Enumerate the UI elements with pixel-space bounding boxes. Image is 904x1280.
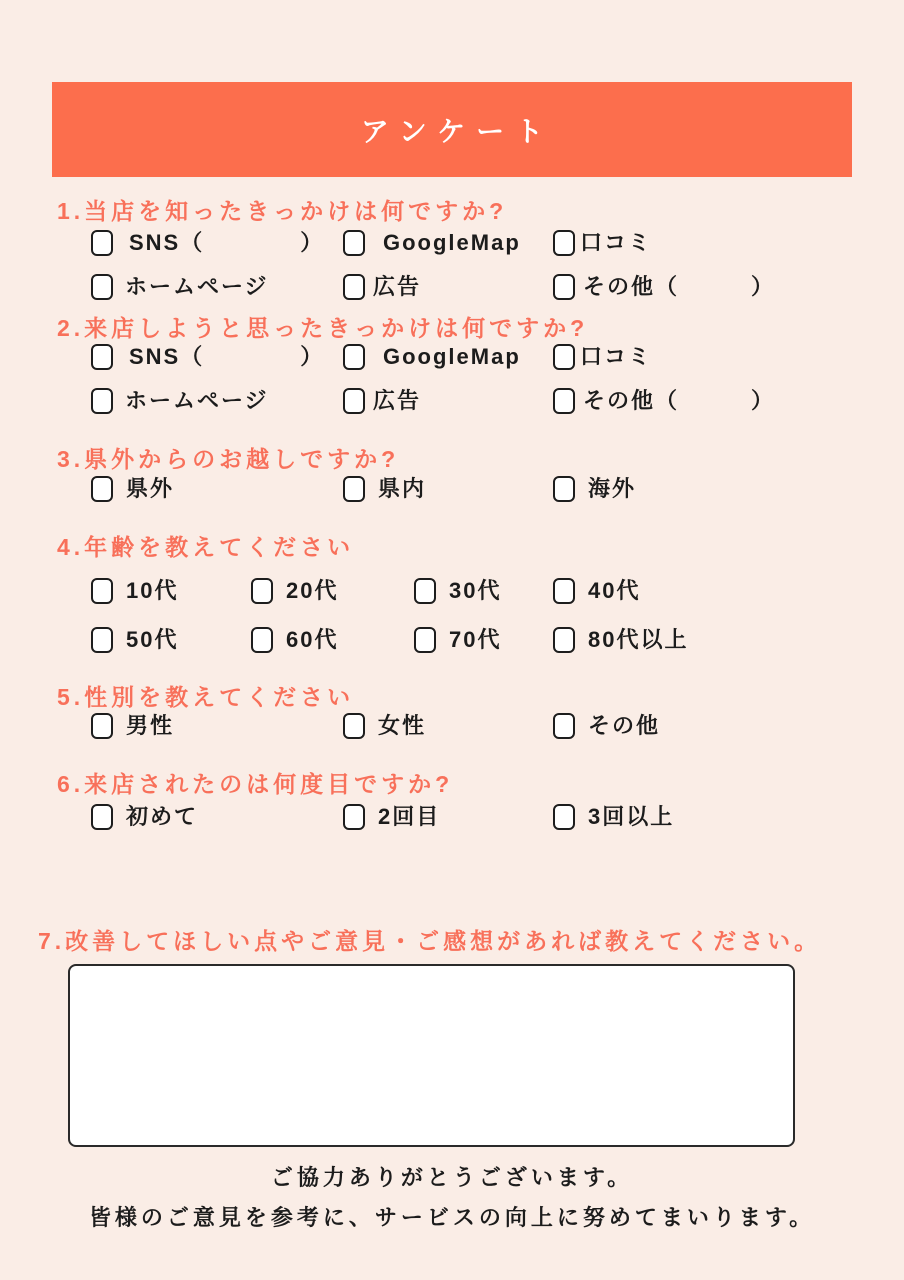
- checkbox-q2-koukoku[interactable]: [343, 388, 365, 414]
- option-q1-kuchikomi[interactable]: [553, 229, 652, 257]
- option-label: 30代: [449, 578, 502, 603]
- option-label: 海外: [588, 476, 637, 501]
- checkbox-q5-other[interactable]: [553, 713, 575, 739]
- checkbox-q2-sns[interactable]: [91, 344, 113, 370]
- option-q4-40s[interactable]: [553, 577, 640, 605]
- checkbox-q4-20s[interactable]: [251, 578, 273, 604]
- option-q6-second-time[interactable]: [343, 803, 440, 831]
- option-q4-60s[interactable]: [251, 626, 338, 654]
- question-5-heading: 5.性別を教えてください: [57, 684, 355, 710]
- checkbox-q3-kennai[interactable]: [343, 476, 365, 502]
- question-6-row-1: [0, 803, 904, 831]
- checkbox-q4-30s[interactable]: [414, 578, 436, 604]
- checkbox-q2-kuchikomi[interactable]: [553, 344, 575, 370]
- question-7-heading: 7.改善してほしい点やご意見・ご感想があれば教えてください。: [38, 928, 822, 954]
- option-q1-koukoku[interactable]: [343, 273, 421, 301]
- option-label: その他（ ）: [583, 274, 776, 299]
- checkbox-q3-kengai[interactable]: [91, 476, 113, 502]
- checkbox-q1-googlemap[interactable]: [343, 230, 365, 256]
- option-q4-10s[interactable]: [91, 577, 178, 605]
- option-label: 3回以上: [588, 804, 675, 829]
- option-label: その他: [588, 713, 661, 738]
- checkbox-q1-sonota[interactable]: [553, 274, 575, 300]
- option-label: 2回目: [378, 804, 441, 829]
- checkbox-q6-second-time[interactable]: [343, 804, 365, 830]
- question-1-row-1: [0, 229, 904, 257]
- option-label: その他（ ）: [583, 388, 776, 413]
- option-label: 県外: [126, 476, 175, 501]
- option-label: 70代: [449, 627, 502, 652]
- option-q2-kuchikomi[interactable]: [553, 343, 652, 371]
- checkbox-q1-sns[interactable]: [91, 230, 113, 256]
- checkbox-q4-40s[interactable]: [553, 578, 575, 604]
- option-label: 40代: [588, 578, 641, 603]
- option-q6-three-plus[interactable]: [553, 803, 674, 831]
- option-label: 広告: [373, 388, 422, 413]
- checkbox-q4-50s[interactable]: [91, 627, 113, 653]
- title-banner: [52, 82, 852, 177]
- option-q1-sonota[interactable]: [553, 273, 775, 301]
- feedback-textarea[interactable]: [68, 964, 795, 1147]
- option-q4-80s-plus[interactable]: [553, 626, 688, 654]
- option-q3-kennai[interactable]: [343, 475, 426, 503]
- checkbox-q1-kuchikomi[interactable]: [553, 230, 575, 256]
- checkbox-q3-kaigai[interactable]: [553, 476, 575, 502]
- question-2-row-1: [0, 343, 904, 371]
- option-label: 口コミ: [580, 344, 653, 369]
- option-label: 広告: [373, 274, 422, 299]
- option-q1-googlemap[interactable]: [343, 229, 521, 257]
- option-label: 80代以上: [588, 627, 689, 652]
- option-q1-homepage[interactable]: [91, 273, 269, 301]
- option-q2-koukoku[interactable]: [343, 387, 421, 415]
- checkbox-q5-male[interactable]: [91, 713, 113, 739]
- option-label: 口コミ: [580, 230, 653, 255]
- question-3-row-1: [0, 475, 904, 503]
- question-2-row-2: [0, 387, 904, 415]
- checkbox-q2-googlemap[interactable]: [343, 344, 365, 370]
- option-label: ホームページ: [125, 274, 269, 299]
- option-q2-sns[interactable]: [91, 343, 324, 371]
- page-title: アンケート: [360, 115, 555, 147]
- option-label: 20代: [286, 578, 339, 603]
- option-label: GoogleMap: [383, 344, 521, 369]
- checkbox-q1-homepage[interactable]: [91, 274, 113, 300]
- question-5-row-1: [0, 712, 904, 740]
- footer: [0, 1158, 904, 1238]
- option-q2-googlemap[interactable]: [343, 343, 521, 371]
- option-label: ホームページ: [125, 388, 269, 413]
- option-q1-sns[interactable]: [91, 229, 324, 257]
- option-q3-kaigai[interactable]: [553, 475, 636, 503]
- checkbox-q1-koukoku[interactable]: [343, 274, 365, 300]
- footer-message: 皆様のご意見を参考に、サービスの向上に努めてまいります。: [88, 1205, 816, 1230]
- option-label: SNS（ ）: [129, 344, 325, 369]
- question-2-heading: 2.来店しようと思ったきっかけは何ですか?: [57, 315, 589, 341]
- footer-thanks: ご協力ありがとうございます。: [270, 1165, 634, 1190]
- checkbox-q4-10s[interactable]: [91, 578, 113, 604]
- checkbox-q6-first-time[interactable]: [91, 804, 113, 830]
- checkbox-q2-sonota[interactable]: [553, 388, 575, 414]
- option-label: SNS（ ）: [129, 230, 325, 255]
- option-q4-50s[interactable]: [91, 626, 178, 654]
- question-4-heading: 4.年齢を教えてください: [57, 534, 355, 560]
- option-q3-kengai[interactable]: [91, 475, 174, 503]
- checkbox-q6-three-plus[interactable]: [553, 804, 575, 830]
- checkbox-q5-female[interactable]: [343, 713, 365, 739]
- option-q6-first-time[interactable]: [91, 803, 198, 831]
- question-1-row-2: [0, 273, 904, 301]
- question-4-row-2: [0, 626, 904, 654]
- option-q4-70s[interactable]: [414, 626, 501, 654]
- option-label: 県内: [378, 476, 427, 501]
- option-label: 10代: [126, 578, 179, 603]
- checkbox-q4-80s-plus[interactable]: [553, 627, 575, 653]
- option-q4-30s[interactable]: [414, 577, 501, 605]
- option-q5-female[interactable]: [343, 712, 426, 740]
- option-label: 男性: [126, 713, 175, 738]
- question-1-heading: 1.当店を知ったきっかけは何ですか?: [57, 198, 508, 224]
- question-3-heading: 3.県外からのお越しですか?: [57, 446, 400, 472]
- option-label: 初めて: [126, 804, 199, 829]
- option-q4-20s[interactable]: [251, 577, 338, 605]
- option-q2-homepage[interactable]: [91, 387, 269, 415]
- option-q2-sonota[interactable]: [553, 387, 775, 415]
- option-label: 女性: [378, 713, 427, 738]
- question-4-row-1: [0, 577, 904, 605]
- checkbox-q2-homepage[interactable]: [91, 388, 113, 414]
- option-label: 60代: [286, 627, 339, 652]
- option-label: 50代: [126, 627, 179, 652]
- checkbox-q4-70s[interactable]: [414, 627, 436, 653]
- option-q5-other[interactable]: [553, 712, 660, 740]
- checkbox-q4-60s[interactable]: [251, 627, 273, 653]
- option-q5-male[interactable]: [91, 712, 174, 740]
- question-6-heading: 6.来店されたのは何度目ですか?: [57, 771, 454, 797]
- option-label: GoogleMap: [383, 230, 521, 255]
